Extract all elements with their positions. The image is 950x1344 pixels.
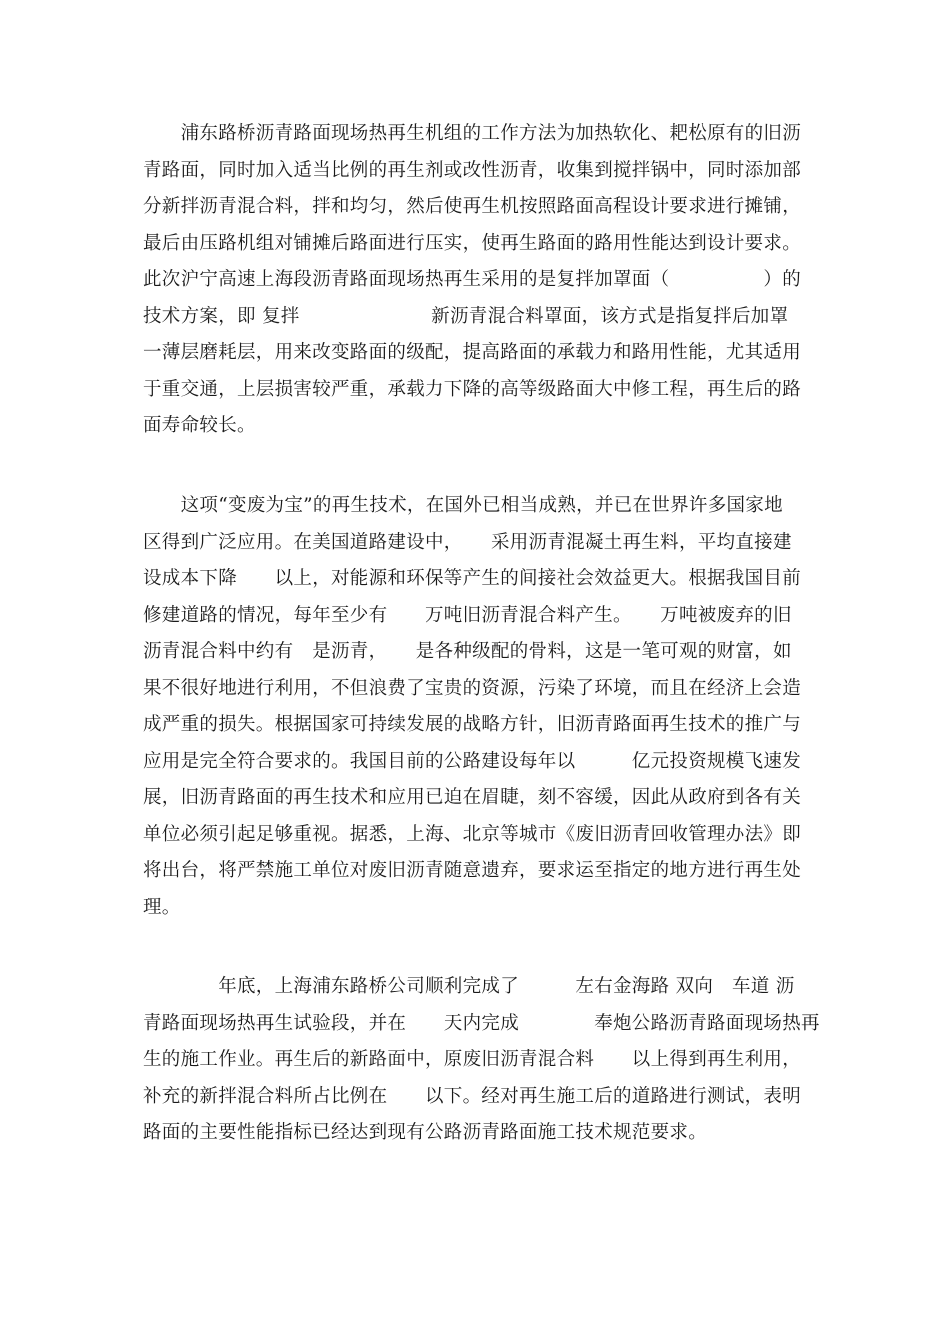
text-line: 于重交通，上层损害较严重，承载力下降的高等级路面大中修工程，再生后的路 [143,378,802,400]
paragraph-pudong-trial [143,969,823,1152]
text-line: 最后由压路机组对铺摊后路面进行压实，使再生路面的路用性能达到设计要求。 [143,232,802,254]
text-line: 修建道路的情况，每年至少有 万吨旧沥青混合料产生。 万吨被废弃的旧 [143,604,792,626]
text-line: 青路面现场热再生试验段，并在 天内完成 奉炮公路沥青路面现场热再 [143,1012,820,1034]
text-line: 路面的主要性能指标已经达到现有公路沥青路面施工技术规范要求。 [143,1122,708,1143]
text-line: 浦东路桥沥青路面现场热再生机组的工作方法为加热软化、耙松原有的旧沥 [143,123,802,144]
text-line: 设成本下降 以上，对能源和环保等产生的间接社会效益更大。根据我国目前 [143,568,802,589]
text-line: 单位必须引起足够重视。据悉，上海、北京等城市《废旧沥青回收管理办法》即 [143,823,802,845]
text-line: 年底，上海浦东路桥公司顺利完成了 左右金海路 双向 车道 沥 [143,976,795,997]
text-line: 理。 [143,896,181,918]
text-line: 沥青混合料中约有 是沥青， 是各种级配的骨料，这是一笔可观的财富，如 [143,641,792,662]
text-line: 应用是完全符合要求的。我国目前的公路建设每年以 亿元投资规模飞速发 [143,750,802,772]
paragraph-hot-recycling-method [143,116,823,445]
text-line: 面寿命较长。 [143,415,256,436]
text-line: 分新拌沥青混合料，拌和均匀，然后使再生机按照路面高程设计要求进行摊铺， [143,196,802,217]
paragraph-recycling-benefits [143,488,823,926]
text-line: 技术方案，即 复拌 新沥青混合料罩面，该方式是指复拌后加罩 [143,305,789,327]
text-line: 此次沪宁高速上海段沥青路面现场热再生采用的是复拌加罩面（ ）的 [143,269,802,290]
text-line: 果不很好地进行利用，不但浪费了宝贵的资源，污染了环境，而且在经济上会造 [143,677,802,699]
text-line: 生的施工作业。再生后的新路面中，原废旧沥青混合料 以上得到再生利用， [143,1049,802,1070]
text-line: 这项“变废为宝”的再生技术，在国外已相当成熟，并已在世界许多国家地 [143,495,783,516]
text-line: 一薄层磨耗层，用来改变路面的级配，提高路面的承载力和路用性能，尤其适用 [143,342,802,363]
text-line: 展，旧沥青路面的再生技术和应用已迫在眉睫，刻不容缓，因此从政府到各有关 [143,787,802,808]
text-line: 青路面，同时加入适当比例的再生剂或改性沥青，收集到搅拌锅中，同时添加部 [143,159,802,181]
text-line: 区得到广泛应用。在美国道路建设中， 采用沥青混凝土再生料，平均直接建 [143,531,792,553]
text-line: 将出台，将严禁施工单位对废旧沥青随意遗弃，要求运至指定的地方进行再生处 [143,860,802,881]
text-line: 成严重的损失。根据国家可持续发展的战略方针，旧沥青路面再生技术的推广与 [143,714,802,735]
text-line: 补充的新拌混合料所占比例在 以下。经对再生施工后的道路进行测试，表明 [143,1085,802,1107]
